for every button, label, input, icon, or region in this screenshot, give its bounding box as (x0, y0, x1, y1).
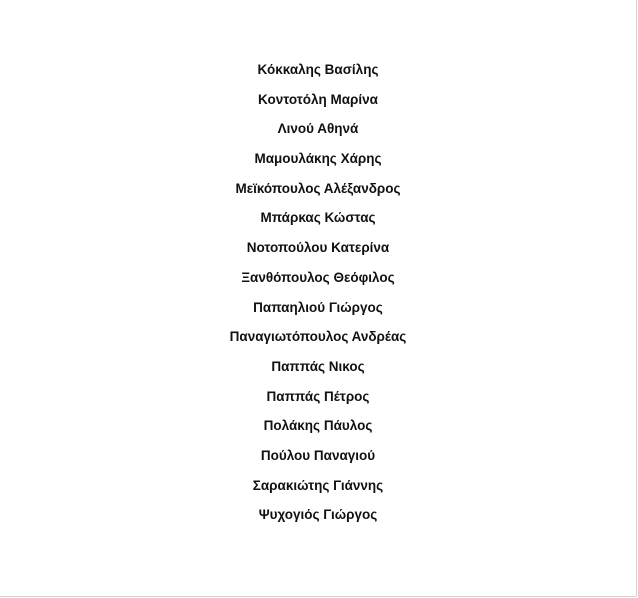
name-item: Μαμουλάκης Χάρης (254, 151, 382, 167)
name-item: Λινού Αθηνά (277, 121, 359, 137)
name-item: Κοντοτόλη Μαρίνα (258, 91, 378, 107)
name-item: Μεϊκόπουλος Αλέξανδρος (235, 180, 401, 196)
name-list (0, 61, 636, 536)
name-item: Ψυχογιός Γιώργος (258, 507, 378, 523)
name-item: Νοτοπούλου Κατερίνα (246, 240, 390, 256)
name-item: Παππάς Πέτρος (266, 388, 370, 404)
name-item: Παπαηλιού Γιώργος (253, 299, 383, 315)
name-item: Κόκκαλης Βασίλης (257, 62, 379, 77)
name-item: Παναγιωτόπουλος Ανδρέας (229, 329, 407, 345)
name-item: Ξανθόπουλος Θεόφιλος (241, 269, 395, 285)
name-item: Σαρακιώτης Γιάννης (252, 477, 384, 493)
name-item: Πούλου Παναγιού (260, 447, 376, 463)
name-item: Πολάκης Πάυλος (263, 418, 373, 434)
name-item: Παππάς Νικος (271, 358, 365, 374)
name-item: Μπάρκας Κώστας (260, 210, 376, 226)
